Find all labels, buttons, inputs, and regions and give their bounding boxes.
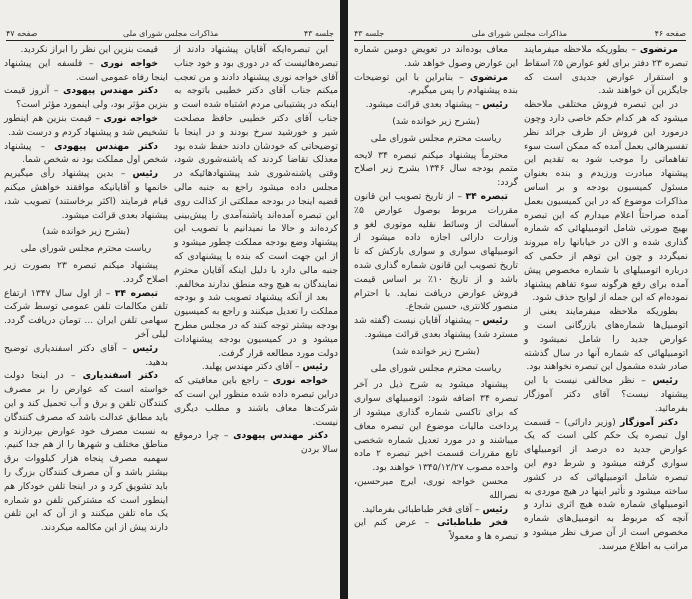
- paragraph-text: (بشرح زیر خوانده شد): [392, 345, 480, 357]
- paragraph: [4, 112, 168, 140]
- speaker-name: رئیس: [652, 375, 678, 387]
- left-page: [0, 0, 340, 599]
- paragraph: [4, 369, 168, 535]
- paragraph-text: محسن خواجه نوری، ایرج میرحسین، نصرالله: [354, 475, 518, 501]
- paragraph-text: ریاست محترم مجلس شورای ملی: [370, 362, 502, 374]
- centered-line: [354, 362, 518, 376]
- paragraph: [354, 149, 518, 190]
- paragraph-text: (بشرح زیر خوانده شد): [42, 226, 130, 238]
- paragraph-text: – از تاریخ تصویب این قانون مقررات مربوط بوصول عوارض ۵٪ آسفالت از وسائط نقلیه موتوری لغو و وزارت دارائی اجازه داده میشود از اتومبیلهای سواری و سواری بارکش که تا تاریخ تصویب این قانون شماره گذاری شده باشد و از تاریخ ۱۰٪ بر اساس قیمت فروش عوارض دریافت نماید. با احترام منصور کلانتری، حسین شجاع.: [354, 190, 518, 313]
- paragraph-text: – آقای دکتر اسفندیاری توضیح بدهید.: [4, 342, 168, 368]
- speaker-name: تبصره ۳۴: [114, 287, 158, 299]
- paragraph-text: – چرا درموقع سالا بردن: [174, 430, 338, 456]
- paragraph: [524, 305, 688, 374]
- paragraph-text: – پیشنهاد آقایان نیست (گفته شد مسترد شد) پیشنهاد بعدی قرائت میشود.: [354, 315, 518, 340]
- speaker-name: رئیس: [302, 361, 328, 373]
- paragraph-text: – عرض کنم این تبصره ها و معمولاً: [354, 517, 518, 543]
- page-header: [354, 24, 686, 41]
- paragraph-text: – آنروز قیمت بنزین مؤثر بود، ولی اینمورد مؤثر است؟: [4, 85, 168, 111]
- paragraph-text: – بدین پیشنهاد رأی میگیریم خانمها و آقایانیکه موافقند خواهش میکنم قیام فرمایند (اکثر برخاستند) تصویب شد، پیشنهاد بعدی قرائت میشود.: [4, 168, 168, 221]
- speaker-name: رئیس: [482, 315, 508, 327]
- header-session: جلسه ۴۳: [303, 29, 334, 38]
- paragraph-text: در این تبصره فروش مختلفی ملاحظه میشود که هر کدام حکم خاصی دارد وچون درمورد این فروش از طرف جرائد نظر تفسیرهائی بعمل آمده که ممکن است سوء تفاهماتی را موجب شود به تقدیم این پیشنهاد مبادرت ورزیدم و بنده بعنوان مسئول کمیسیون بودجه و بر اساس مذاکرات موضوع که در این کمیسیون بعمل آمده صراحتاً اعلام میدارم که این تبصره بهیچ صورتی شامل اتومبیلهائی که شماره گذاری شده و الان در خیابانها راه میروند نمیگردد و چون این توهم از حکمی که درباره اتومبیلهای با شماره مخصوص پیش آمده برای رفع هرگونه سوء تفاهم پیشنهاد نموده‌ام که این جمله از لوایح حذف شود.: [524, 99, 688, 304]
- speaker-name: فخر طباطبائی: [437, 517, 508, 529]
- paragraph: [524, 416, 688, 554]
- header-page-number: صفحه ۴۷: [6, 29, 38, 38]
- text-column: [524, 43, 688, 553]
- speaker-name: دکتر آموزگار: [619, 416, 678, 428]
- right-page: [348, 0, 692, 599]
- paragraph: [354, 43, 518, 71]
- header-title: مذاکرات مجلس شورای ملی: [122, 29, 219, 38]
- paragraph-text: – پیشنهاد شخص اول مملکت بود نه شخص شما.: [4, 140, 168, 166]
- speaker-name: مرتضوی: [469, 71, 508, 83]
- paragraph: [524, 98, 688, 305]
- paragraph-text: – راجع باین معافیتی که دراین تبصره داده شده منظور این است که شرکت‌ها معاف باشند و مطلب دیگری نیست.: [174, 375, 338, 428]
- paragraph-text: محترماً پیشنهاد میکنم تبصره ۳۴ لایحه متمم بودجه سال ۱۳۴۶ بشرح زیر اصلاح گردد:: [354, 149, 518, 189]
- speaker-name: رئیس: [482, 99, 508, 111]
- paragraph-text: پیشنهاد میشود به شرح ذیل در آخر تبصره ۳۴ اضافه شود: اتومبیلهای سواری که برای تاکسی شماره گذاری میشود از پرداخت مالیات موضوع این تبصره معاف میباشند و در مورد تعدیل شماره شخصی تابع مقررات قسمت اخیر تبصره ۲ ماده واحده مصوب ۱۳۴۵/۱۲/۲۷ خواهند بود.: [354, 379, 518, 474]
- paragraph: [354, 378, 518, 475]
- paragraph: [354, 314, 518, 342]
- speaker-name: خواجه نوری: [100, 57, 158, 69]
- book-spine: [340, 0, 348, 599]
- paragraph-text: – بطوریکه ملاحظه میفرمایند تبصره ۲۳ دفتر برای لغو عوارض ۵٪ اسقاط و استقرار عوارض جدیدی است که جایگزین آن خواهند شد.: [524, 44, 688, 97]
- paragraph-text: – آقای فخر طباطبائی بفرمائید.: [361, 503, 483, 515]
- paragraph: [4, 140, 168, 168]
- paragraph-text: این تبصره‌ایکه آقایان پیشنهاد دادند از تبصره‌هائیست که در دوری بود و خود جناب آقای خواجه نوری پیشنهاد دادند و من تعجب میکنم جناب آقای دکتر خطیبی باتوجه به اینکه در پشتیبانی مردم اشتباه شده است و جناب آقای دکتر خطیبی حافظ مصلحت شیر و خورشید سرخ بودند و در اینجا با توضیحاتی که خودشان دادند حفظ شده بود معذلک تقاضا کردند که پاشنه‌شوری شود، وقتی پاشنه‌شوری شد پیشنهادهائیکه در مجلس داده میشود راجع به جنبه مالی قضیه اینجا در بودجه مملکتی از کذالت روی این تبصره آمده‌اند پاشنه‌آمدی را پیش‌بینی کرده‌اند و حالا ما نمیدانیم با تصویب این پیشنهاد وضع بودجه مملکت چطور میشود و از این جهت است که بنده با پیشنهادی که جنبه مالی دارد با دلیل اینکه آقایان محترم نمایندگان به هیچ وجه منطق ندارند مخالفم.: [174, 44, 338, 290]
- paragraph-text: – فلسفه این پیشنهاد اینجا رفاه عمومی است.: [4, 57, 168, 83]
- speaker-name: دکتر مهندس پیهودی: [63, 85, 158, 97]
- speaker-name: رئیس: [482, 503, 508, 515]
- paragraph: [174, 43, 338, 291]
- paragraph: [174, 429, 338, 457]
- paragraph: [174, 374, 338, 429]
- paragraph-text: – از اول سال ۱۳۴۷ ارتفاع تلفن مکالمات تلفن عمومی توسط شرکت سهامی تلفن ایران ... تومان دریافت گردد. لیلی آخر: [4, 287, 168, 340]
- paragraph: [4, 84, 168, 112]
- paragraph: [4, 57, 168, 85]
- paragraph-text: – در اینجا دولت خواسته است که عوارض را بر مصرف کنندگان تلفن و برق و آب تحمیل کند و این باید مطابق عدالت باشد که مصرف کنندگان به نسبت مصرف خود عوارض بپردازند و مناطق مختلف و شهرها را از هم جدا کنیم. سهمیه مصرف پنجاه هزار کیلووات برق بیشتر باشد و آن مصرف کنندگان بزرگ را باید تشویق کرد و در اینجا تلفن خودکار هم اینطور است که مشترکین تلفن دو شماره یک ماه تلفن میکنند و از آن که این تلفن دارند پیش از این مکالمه میکردند.: [4, 370, 168, 534]
- paragraph: [354, 71, 518, 99]
- paragraph: [524, 374, 688, 415]
- paragraph: [4, 287, 168, 342]
- speaker-name: دکتر مهندس پیهودی: [233, 430, 328, 442]
- paragraph-text: پیشنهاد میکنم تبصره ۲۳ بصورت زیر اصلاح گردد.: [4, 259, 168, 285]
- text-column: [354, 43, 518, 544]
- speaker-name: مرتضوی: [639, 44, 678, 55]
- speaker-name: رئیس: [132, 342, 158, 354]
- paragraph-text: – بنابراین با این توضیحات بنده پیشنهادم را پس میگیرم.: [354, 71, 518, 97]
- paragraph-text: – آقای دکتر مهندس پهلبد.: [201, 361, 303, 373]
- paragraph-text: معاف بوده‌اند در تعویض دومین شماره این عوارض وصول خواهد شد.: [354, 44, 518, 69]
- speaker-name: خواجه نوری: [103, 112, 158, 124]
- centered-line: [354, 132, 518, 146]
- header-title: مذاکرات مجلس شورای ملی: [471, 29, 568, 38]
- header-session: جلسه ۴۳: [354, 29, 385, 38]
- centered-line: [354, 115, 518, 129]
- paragraph-text: – نظر مخالفی نیست با این پیشنهاد نیست؟ آقای دکتر آموزگار بفرمائید.: [524, 375, 688, 414]
- paragraph-text: – پیشنهاد بعدی قرائت میشود.: [365, 99, 483, 111]
- paragraph-text: ریاست محترم مجلس شورای ملی: [20, 243, 152, 255]
- paragraph: [4, 43, 168, 57]
- speaker-name: دکتر اسفندیاری: [82, 370, 159, 382]
- paragraph: [174, 291, 338, 360]
- paragraph-text: (وزیر دارائی) – قسمت اول تبصره یک حکم کلی است که یک عوارض جدید ده درصد از اتومبیلهای سواری گرفته میشود و شرط دوم این تبصره شامل اتومبیلهائی که در کشور ساخته میشود و تأثیر اینها در هیچ موردی به اتومبیلهای شماره شده هیچ اثری ندارد و آنچه که مربوط به اتومبیل‌های شماره مخصوص است از آن صرف نظر میشود و مراتب به اطلاع میرسد.: [524, 416, 688, 552]
- speaker-name: رئیس: [132, 168, 158, 180]
- page-header: [6, 24, 334, 41]
- paragraph: [4, 259, 168, 287]
- centered-line: [4, 242, 168, 256]
- paragraph-text: قیمت بنزین این نظر را ابراز نکردید.: [20, 44, 158, 55]
- text-column: [174, 43, 338, 457]
- paragraph-text: – قیمت بنزین هم اینطور تشخیص شد و پیشنهاد کردم و درست شد.: [4, 112, 168, 138]
- paragraph: [354, 190, 518, 314]
- centered-line: [4, 225, 168, 239]
- paragraph-text: ریاست محترم مجلس شورای ملی: [370, 132, 502, 144]
- paragraph: [174, 360, 338, 374]
- centered-line: [354, 345, 518, 359]
- paragraph-text: بعد از آنکه پیشنهاد تصویب شد و بودجه مملکت را تعدیل میکنند و راجع به کمیسیون بودجه بیشتر توجه کنند که در مجلس مطرح میشود و در کمیسیون بودجه پیشنهادات دولت مورد مطالعه قرار گرفت.: [174, 292, 338, 359]
- paragraph: [4, 342, 168, 370]
- speaker-name: تبصره ۳۴: [465, 190, 508, 202]
- paragraph-text: (بشرح زیر خوانده شد): [392, 115, 480, 127]
- paragraph: [354, 98, 518, 112]
- header-page-number: صفحه ۴۶: [654, 29, 686, 38]
- paragraph: [354, 516, 518, 544]
- speaker-name: دکتر مهندس پیهودی: [54, 140, 158, 152]
- text-column: [4, 43, 168, 535]
- paragraph-text: بطوریکه ملاحظه میفرمایند یعنی از اتومبیل‌ها شماره‌های بازرگانی است و عوارض جدید را شامل نمیشود و اتومبیلهائی که شماره آنها در سال گذشته صادر شده مشمول این تبصره نخواهند بود.: [524, 306, 688, 373]
- paragraph: [4, 167, 168, 222]
- paragraph: [354, 475, 518, 503]
- paragraph: [354, 503, 518, 517]
- paragraph: [524, 43, 688, 98]
- speaker-name: خواجه نوری: [272, 375, 328, 387]
